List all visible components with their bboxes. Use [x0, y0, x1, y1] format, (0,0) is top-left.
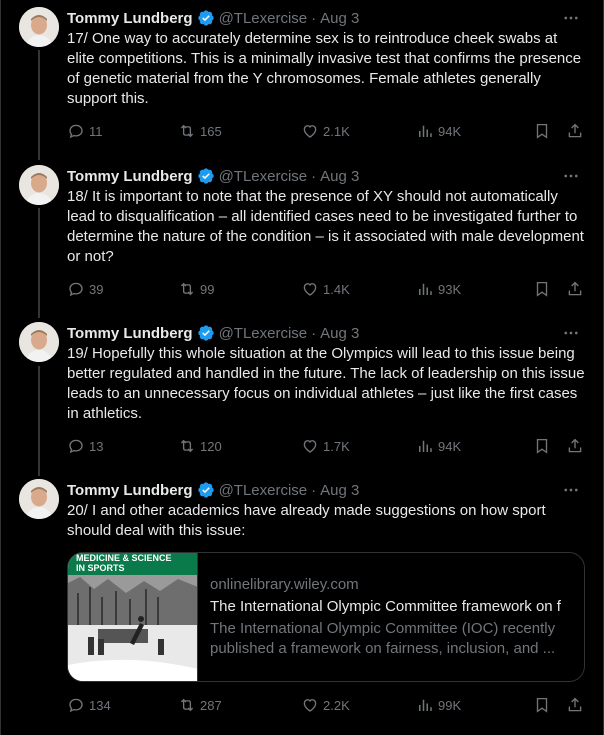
- tweet-text: 17/ One way to accurately determine sex is to reintroduce cheek swabs at elite competitions. This is a minimally invasive test that confirms the presence of genetic material from the Y chromosomes. Female athletes generally support this.: [67, 30, 582, 107]
- more-icon[interactable]: [557, 322, 585, 344]
- bookmark-icon: [533, 280, 551, 298]
- tweet[interactable]: [1, 165, 604, 315]
- repost-button[interactable]: [178, 121, 222, 141]
- share-button[interactable]: [566, 121, 588, 141]
- verified-icon: [197, 324, 215, 342]
- repost-icon: [178, 696, 196, 714]
- share-button[interactable]: [566, 436, 588, 456]
- like-button[interactable]: [301, 279, 350, 299]
- tweet-text: 18/ It is important to note that the presence of XY should not automatically lead to disqualification – all identified cases need to be investigated further to determine the nature of the condition – is it associated with male development or not?: [67, 188, 584, 265]
- views-icon: [416, 696, 434, 714]
- tweet-text: 19/ Hopefully this whole situation at the Olympics will lead to this issue being better regulated and handled in the future. The lack of leadership on this issue leads to an unnecessary focus on individual athletes – just like the first cases in athletics.: [67, 345, 585, 422]
- share-button[interactable]: [566, 279, 588, 299]
- reply-icon: [67, 437, 85, 455]
- tweet-actions: [67, 436, 587, 456]
- tweet-time[interactable]: Aug 3: [320, 9, 360, 27]
- reply-button[interactable]: [67, 695, 111, 715]
- tweet-header: [67, 7, 359, 29]
- share-icon: [566, 437, 584, 455]
- author-name[interactable]: Tommy Lundberg: [67, 324, 193, 342]
- repost-count: 120: [200, 438, 222, 454]
- like-icon: [301, 280, 319, 298]
- reply-button[interactable]: [67, 279, 103, 299]
- reply-icon: [67, 696, 85, 714]
- like-icon: [301, 696, 319, 714]
- bookmark-icon: [533, 437, 551, 455]
- tweet-actions: [67, 279, 587, 299]
- tweet-actions: [67, 121, 587, 141]
- separator-dot: ·: [311, 9, 317, 27]
- author-handle[interactable]: @TLexercise: [218, 9, 308, 27]
- reply-icon: [67, 280, 85, 298]
- share-button[interactable]: [566, 695, 588, 715]
- more-icon[interactable]: [557, 479, 585, 501]
- like-count: 1.7K: [323, 438, 350, 454]
- link-card[interactable]: [67, 552, 585, 682]
- author-name[interactable]: Tommy Lundberg: [67, 481, 193, 499]
- views-count: 94K: [438, 438, 462, 454]
- views-count: 99K: [438, 697, 462, 713]
- card-domain: onlinelibrary.wiley.com: [210, 576, 359, 593]
- views-button[interactable]: [416, 695, 461, 715]
- bookmark-icon: [533, 122, 551, 140]
- repost-icon: [178, 122, 196, 140]
- more-icon[interactable]: [557, 165, 585, 187]
- separator-dot: ·: [311, 324, 317, 342]
- views-icon: [416, 280, 434, 298]
- bookmark-icon: [533, 696, 551, 714]
- repost-button[interactable]: [178, 695, 222, 715]
- reply-button[interactable]: [67, 121, 103, 141]
- reply-count: 39: [89, 281, 104, 297]
- like-count: 2.2K: [323, 697, 350, 713]
- like-count: 2.1K: [323, 123, 350, 139]
- like-button[interactable]: [301, 695, 350, 715]
- repost-count: 165: [200, 123, 222, 139]
- views-button[interactable]: [416, 121, 461, 141]
- like-button[interactable]: [301, 436, 350, 456]
- repost-count: 99: [200, 281, 215, 297]
- more-icon[interactable]: [557, 7, 585, 29]
- reply-icon: [67, 122, 85, 140]
- tweet[interactable]: [1, 479, 604, 729]
- author-name[interactable]: Tommy Lundberg: [67, 167, 193, 185]
- reply-button[interactable]: [67, 436, 103, 456]
- reply-count: 134: [89, 697, 111, 713]
- like-icon: [301, 437, 319, 455]
- reply-count: 11: [89, 123, 103, 139]
- avatar[interactable]: [19, 479, 59, 519]
- repost-count: 287: [200, 697, 222, 713]
- card-description: The International Olympic Committee (IOC) recently published a framework on fairness, inclusion, and ...: [210, 620, 556, 657]
- share-icon: [566, 122, 584, 140]
- tweet-header: [67, 479, 359, 501]
- avatar[interactable]: [19, 7, 59, 47]
- verified-icon: [197, 167, 215, 185]
- link-card-image: [68, 553, 198, 682]
- like-icon: [301, 122, 319, 140]
- tweet-header: [67, 165, 359, 187]
- bookmark-button[interactable]: [533, 436, 555, 456]
- bookmark-button[interactable]: [533, 121, 555, 141]
- tweet-actions: [67, 695, 587, 715]
- tweet-text: 20/ I and other academics have already made suggestions on how sport should deal with this issue:: [67, 502, 546, 539]
- tweet[interactable]: [1, 322, 604, 472]
- reply-count: 13: [89, 438, 104, 454]
- verified-icon: [197, 9, 215, 27]
- repost-button[interactable]: [178, 436, 222, 456]
- separator-dot: ·: [311, 167, 317, 185]
- views-icon: [416, 437, 434, 455]
- author-handle[interactable]: @TLexercise: [218, 324, 308, 342]
- share-icon: [566, 280, 584, 298]
- bookmark-button[interactable]: [533, 695, 555, 715]
- views-count: 94K: [438, 123, 462, 139]
- author-handle[interactable]: @TLexercise: [218, 481, 308, 499]
- repost-button[interactable]: [178, 279, 214, 299]
- tweet-time[interactable]: Aug 3: [320, 324, 360, 342]
- repost-icon: [178, 280, 196, 298]
- tweet[interactable]: [1, 7, 604, 157]
- repost-icon: [178, 437, 196, 455]
- verified-icon: [197, 481, 215, 499]
- views-icon: [416, 122, 434, 140]
- share-icon: [566, 696, 584, 714]
- views-count: 93K: [438, 281, 462, 297]
- avatar[interactable]: [19, 322, 59, 362]
- author-name[interactable]: Tommy Lundberg: [67, 9, 193, 27]
- like-button[interactable]: [301, 121, 350, 141]
- author-handle[interactable]: @TLexercise: [218, 167, 308, 185]
- card-title: The International Olympic Committee framework on f: [210, 598, 561, 615]
- views-button[interactable]: [416, 279, 461, 299]
- bookmark-button[interactable]: [533, 279, 555, 299]
- like-count: 1.4K: [323, 281, 350, 297]
- card-image-title: IN SPORTS: [76, 563, 125, 573]
- avatar[interactable]: [19, 165, 59, 205]
- tweet-time[interactable]: Aug 3: [320, 481, 360, 499]
- separator-dot: ·: [311, 481, 317, 499]
- link-card-text: [210, 575, 576, 659]
- views-button[interactable]: [416, 436, 461, 456]
- tweet-header: [67, 322, 359, 344]
- tweet-time[interactable]: Aug 3: [320, 167, 360, 185]
- card-image-title: MEDICINE & SCIENCE: [76, 553, 172, 563]
